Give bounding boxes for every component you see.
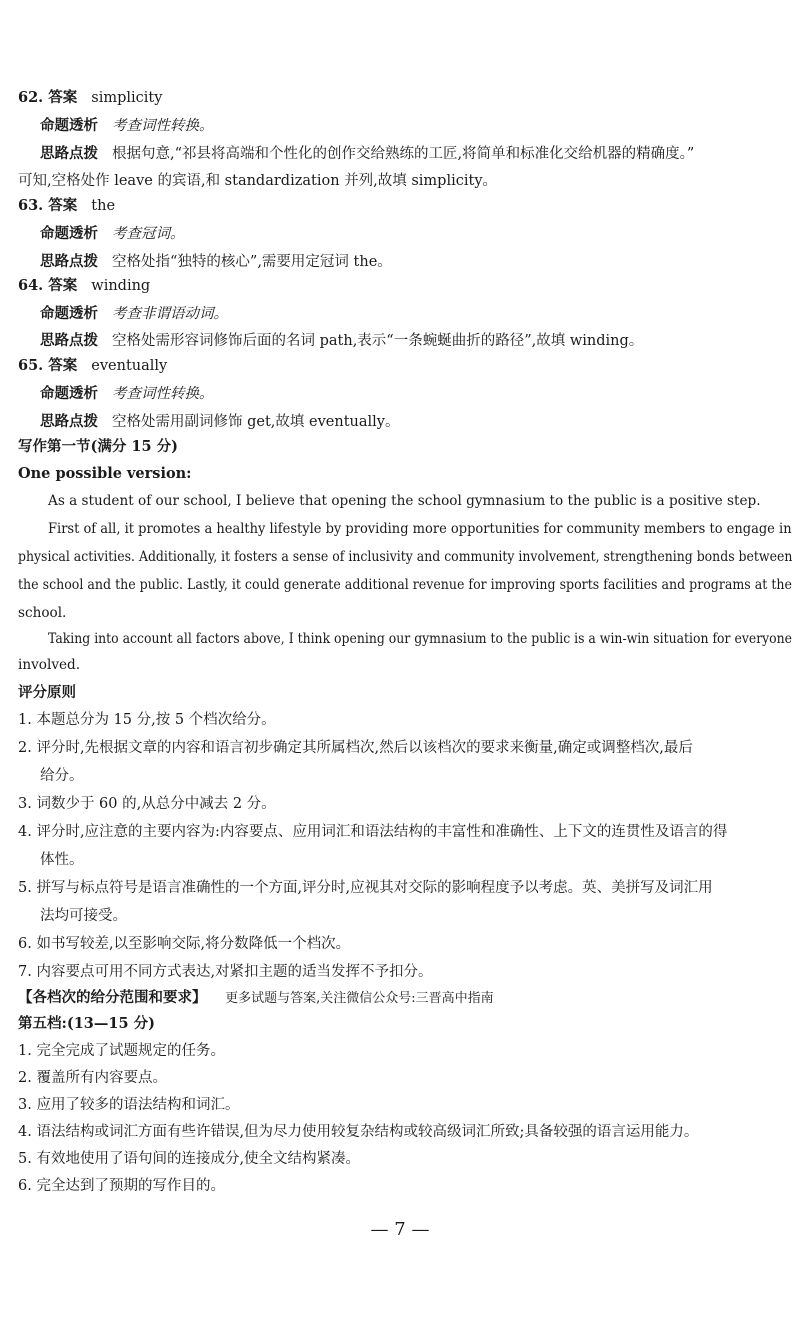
question-number: 64.	[18, 277, 49, 294]
tier-five-item-2: 2. 覆盖所有内容要点。	[18, 1070, 167, 1086]
scoring-rule-5: 5. 拼写与标点符号是语言准确性的一个方面,评分时,应视其对交际的影响程度予以考虑。英、美拼写及词汇用	[18, 880, 713, 896]
hint-63-row	[40, 252, 392, 272]
question-number: 63.	[18, 197, 49, 214]
hint-label: 思路点拨	[40, 253, 98, 270]
hint-65-row	[40, 412, 400, 432]
levels-title: 【各档次的给分范围和要求】	[18, 989, 207, 1006]
hint-label: 思路点拨	[40, 145, 98, 162]
wechat-notice: 更多试题与答案,关注微信公众号:三晋高中指南	[225, 991, 494, 1006]
answer-label: 答案	[48, 89, 78, 106]
analysis-63-row	[40, 224, 185, 244]
answer-value: eventually	[91, 358, 168, 374]
hint-64-row	[40, 331, 643, 351]
analysis-text: 考查冠词。	[112, 226, 185, 242]
answer-value: simplicity	[91, 90, 163, 106]
answer-label: 答案	[48, 357, 78, 374]
essay-paragraph-2-line-1: First of all, it promotes a healthy lifestyle by providing more opportunities for community members to engage in	[48, 521, 792, 537]
hint-text: 空格处需用副词修饰 get,故填 eventually。	[112, 414, 400, 430]
answer-62-row	[18, 88, 162, 108]
analysis-label: 命题透析	[40, 305, 98, 322]
answer-64-row	[18, 276, 150, 296]
tier-five-item-5: 5. 有效地使用了语句间的连接成分,使全文结构紧凑。	[18, 1151, 361, 1167]
hint-62-continuation: 可知,空格处作 leave 的宾语,和 standardization 并列,故填 simplicity。	[18, 173, 498, 189]
scoring-rule-3: 3. 词数少于 60 的,从总分中减去 2 分。	[18, 796, 276, 812]
analysis-65-row	[40, 384, 214, 404]
question-number: 62.	[18, 89, 49, 106]
analysis-text: 考查非谓语动词。	[112, 306, 228, 322]
scoring-rule-7: 7. 内容要点可用不同方式表达,对紧扣主题的适当发挥不予扣分。	[18, 964, 433, 980]
answer-value: winding	[91, 278, 151, 294]
question-number: 65.	[18, 357, 49, 374]
writing-section-title: 写作第一节(满分 15 分)	[18, 438, 178, 455]
hint-text: 根据句意,“祁县将高端和个性化的创作交给熟练的工匠,将简单和标准化交给机器的精确度。”	[112, 146, 695, 162]
essay-paragraph-3-line-1: Taking into account all factors above, I think opening our gymnasium to the public is a win-win situation for everyone	[48, 631, 793, 647]
scoring-rule-6: 6. 如书写较差,以至影响交际,将分数降低一个档次。	[18, 936, 351, 952]
tier-five-title: 第五档:(13—15 分)	[18, 1015, 155, 1032]
analysis-64-row	[40, 304, 228, 324]
essay-paragraph-2-line-2: physical activities. Additionally, it fosters a sense of inclusivity and community involvement, strengthening bonds between	[18, 549, 793, 565]
answer-63-row	[18, 196, 115, 216]
analysis-label: 命题透析	[40, 225, 98, 242]
analysis-text: 考查词性转换。	[112, 118, 214, 134]
analysis-62-row	[40, 116, 214, 136]
essay-paragraph-3-line-2: involved.	[18, 657, 81, 673]
essay-paragraph-2-line-4: school.	[18, 605, 67, 621]
answer-label: 答案	[48, 277, 78, 294]
tier-five-item-3: 3. 应用了较多的语法结构和词汇。	[18, 1097, 240, 1113]
analysis-label: 命题透析	[40, 385, 98, 402]
levels-header-row	[18, 988, 494, 1009]
hint-text: 空格处需形容词修饰后面的名词 path,表示“一条蜿蜒曲折的路径”,故填 winding。	[112, 333, 644, 349]
scoring-rule-1: 1. 本题总分为 15 分,按 5 个档次给分。	[18, 712, 276, 728]
scoring-rule-2-continuation: 给分。	[40, 768, 84, 784]
answer-label: 答案	[48, 197, 78, 214]
page-number: — 7 —	[370, 1219, 430, 1240]
essay-paragraph-2-line-3: the school and the public. Lastly, it could generate additional revenue for improving sports facilities and programs at the	[18, 577, 792, 593]
hint-label: 思路点拨	[40, 332, 98, 349]
hint-62-row	[40, 144, 694, 164]
analysis-label: 命题透析	[40, 117, 98, 134]
tier-five-item-6: 6. 完全达到了预期的写作目的。	[18, 1178, 225, 1194]
tier-five-item-1: 1. 完全完成了试题规定的任务。	[18, 1043, 225, 1059]
scoring-title: 评分原则	[18, 684, 76, 701]
tier-five-item-4: 4. 语法结构或词汇方面有些许错误,但为尽力使用较复杂结构或较高级词汇所致;具备较强的语言运用能力。	[18, 1124, 699, 1140]
possible-version-label: One possible version:	[18, 465, 192, 482]
hint-label: 思路点拨	[40, 413, 98, 430]
answer-65-row	[18, 356, 167, 376]
answer-value: the	[91, 198, 116, 214]
hint-text: 空格处指“独特的核心”,需要用定冠词 the。	[112, 254, 392, 270]
analysis-text: 考查词性转换。	[112, 386, 214, 402]
scoring-rule-4-continuation: 体性。	[40, 852, 84, 868]
essay-paragraph-1: As a student of our school, I believe that opening the school gymnasium to the public is a positive step.	[48, 493, 761, 509]
scoring-rule-2: 2. 评分时,先根据文章的内容和语言初步确定其所属档次,然后以该档次的要求来衡量,确定或调整档次,最后	[18, 740, 693, 756]
scoring-rule-4: 4. 评分时,应注意的主要内容为:内容要点、应用词汇和语法结构的丰富性和准确性、上下文的连贯性及语言的得	[18, 824, 728, 840]
scoring-rule-5-continuation: 法均可接受。	[40, 908, 127, 924]
